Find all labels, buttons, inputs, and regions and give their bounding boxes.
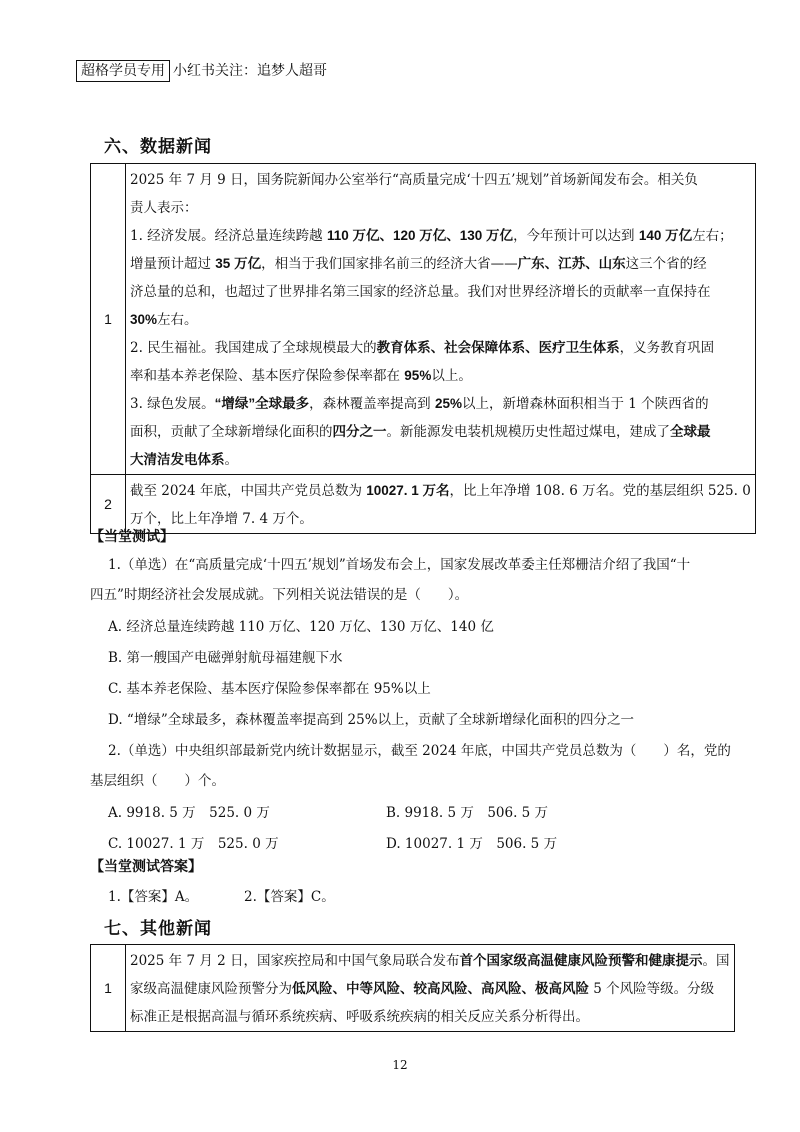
question-1-option-a: A. 经济总量连续跨越 110 万亿、120 万亿、130 万亿、140 亿 bbox=[108, 619, 494, 635]
text-line: 家级高温健康风险预警分为低风险、中等风险、较高风险、高风险、极高风险 5 个风险等级。分级 bbox=[130, 981, 715, 997]
text-line: 济总量的总和，也超过了世界排名第三国家的经济总量。我们对世界经济增长的贡献率一直保持在 bbox=[130, 284, 711, 300]
question-1-line-1: 1.（单选）在“高质量完成‘十四五’规划”首场发布会上，国家发展改革委主任郑栅洁介绍了我国“十 bbox=[108, 557, 691, 573]
text-line: 率和基本养老保险、基本医疗保险参保率都在 95%以上。 bbox=[130, 368, 472, 384]
question-1-line-2: 四五”时期经济社会发展成就。下列相关说法错误的是（ ）。 bbox=[90, 587, 469, 603]
text-line: 2025 年 7 月 2 日，国家疾控局和中国气象局联合发布首个国家级高温健康风险预警和健康提示。国 bbox=[130, 953, 730, 969]
question-1-option-d: D. “增绿”全球最多，森林覆盖率提高到 25%以上，贡献了全球新增绿化面积的四分之一 bbox=[108, 712, 635, 728]
exclusive-tag: 超格学员专用 bbox=[76, 60, 170, 82]
text-line: 1. 经济发展。经济总量连续跨越 110 万亿、120 万亿、130 万亿，今年预计可以达到 140 万亿左右； bbox=[130, 228, 733, 244]
follow-note: 小红书关注：追梦人超哥 bbox=[173, 63, 327, 79]
text-line: 截至 2024 年底，中国共产党员总数为 10027. 1 万名，比上年净增 108. 6 万名。党的基层组织 525. 0 bbox=[130, 483, 751, 499]
question-2-option-c: C. 10027. 1 万 525. 0 万 bbox=[108, 836, 279, 852]
question-2-line-2: 基层组织（ ）个。 bbox=[90, 773, 225, 789]
row-number: 1 bbox=[91, 164, 126, 475]
section-title-other-news: 七、其他新闻 bbox=[104, 919, 212, 939]
text-line: 标准正是根据高温与循环系统疾病、呼吸系统疾病的相关反应关系分析得出。 bbox=[130, 1009, 589, 1025]
answer-1: 1.【答案】A。 bbox=[108, 889, 199, 905]
question-2-option-b: B. 9918. 5 万 506. 5 万 bbox=[386, 805, 549, 821]
quiz-label: 【当堂测试】 bbox=[90, 528, 174, 544]
text-line: 30%左右。 bbox=[130, 312, 198, 328]
text-line: 大清洁发电体系。 bbox=[130, 452, 238, 468]
row-number: 1 bbox=[91, 945, 126, 1032]
question-1-option-b: B. 第一艘国产电磁弹射航母福建舰下水 bbox=[108, 650, 343, 666]
section-title-data-news: 六、数据新闻 bbox=[104, 137, 212, 157]
page-header bbox=[76, 60, 327, 82]
table-row bbox=[91, 164, 756, 475]
text-line: 面积，贡献了全球新增绿化面积的四分之一。新能源发电装机规模历史性超过煤电，建成了全球最 bbox=[130, 424, 711, 440]
text-line: 增量预计超过 35 万亿，相当于我们国家排名前三的经济大省——广东、江苏、山东这三个省的经 bbox=[130, 256, 707, 272]
text-line: 责人表示： bbox=[130, 200, 198, 216]
answer-2: 2.【答案】C。 bbox=[244, 889, 335, 905]
data-news-table bbox=[90, 163, 756, 534]
table-row bbox=[91, 475, 756, 534]
row-content bbox=[126, 945, 735, 1032]
answers-label: 【当堂测试答案】 bbox=[90, 858, 202, 874]
row-number: 2 bbox=[91, 475, 126, 534]
text-line: 2. 民生福祉。我国建成了全球规模最大的教育体系、社会保障体系、医疗卫生体系，义务教育巩固 bbox=[130, 340, 715, 356]
question-2-option-d: D. 10027. 1 万 506. 5 万 bbox=[386, 836, 558, 852]
text-line: 2025 年 7 月 9 日，国务院新闻办公室举行“高质量完成‘十四五’规划”首场新闻发布会。相关负 bbox=[130, 172, 698, 188]
page-number: 12 bbox=[392, 1058, 408, 1072]
text-line: 万个，比上年净增 7. 4 万个。 bbox=[130, 511, 313, 527]
other-news-table bbox=[90, 944, 735, 1032]
text-line: 3. 绿色发展。“增绿”全球最多，森林覆盖率提高到 25%以上，新增森林面积相当于 1 个陕西省的 bbox=[130, 396, 709, 412]
question-2-line-1: 2.（单选）中央组织部最新党内统计数据显示，截至 2024 年底，中国共产党员总数为（ ）名，党的 bbox=[108, 743, 731, 759]
table-row bbox=[91, 945, 735, 1032]
row-content bbox=[126, 475, 756, 534]
question-1-option-c: C. 基本养老保险、基本医疗保险参保率都在 95%以上 bbox=[108, 681, 431, 697]
row-content bbox=[126, 164, 756, 475]
question-2-option-a: A. 9918. 5 万 525. 0 万 bbox=[108, 805, 270, 821]
